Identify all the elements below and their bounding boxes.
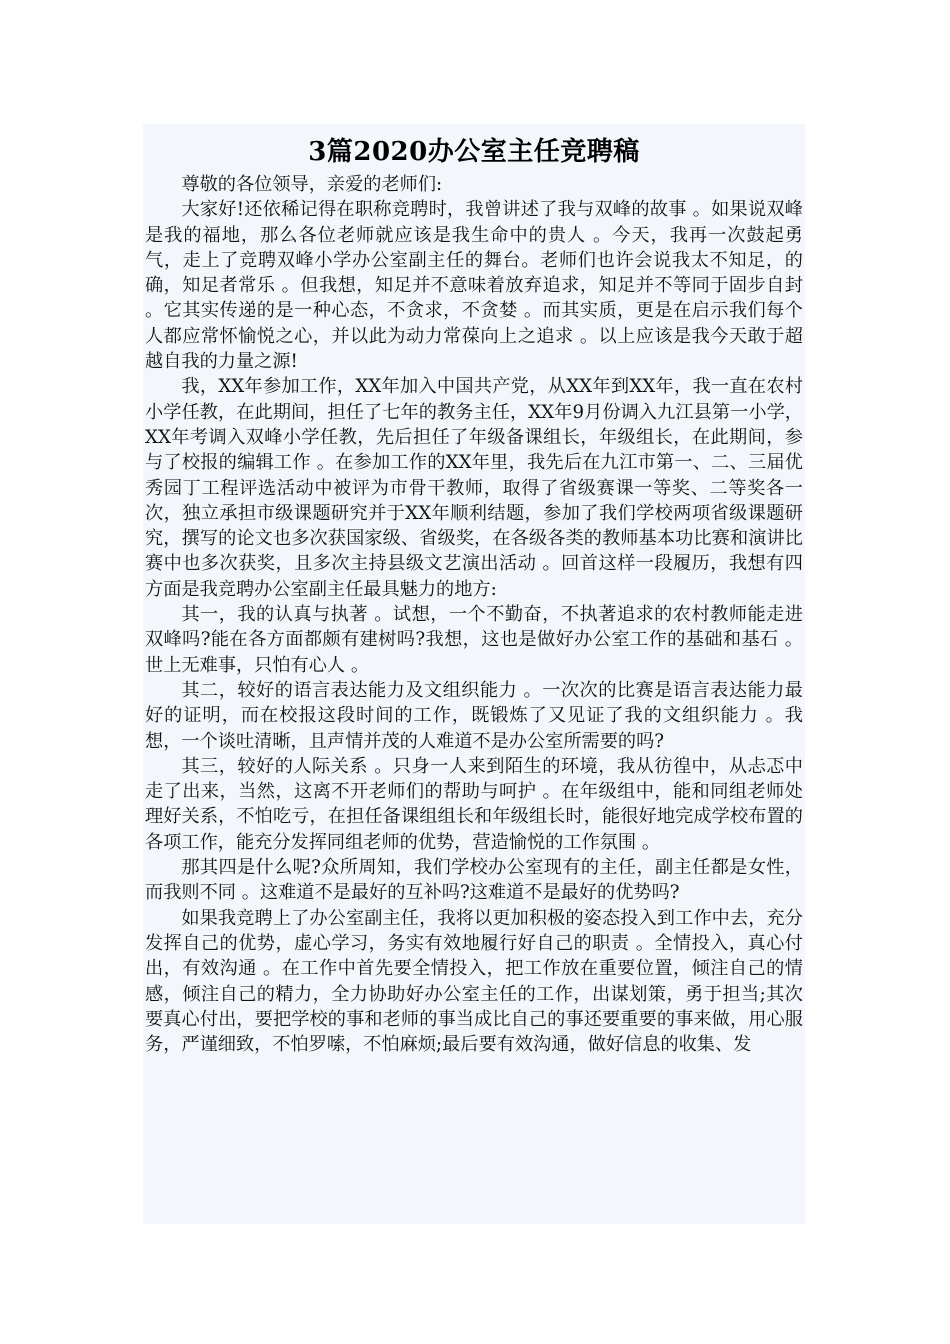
document-title: 3篇2020办公室主任竞聘稿 <box>308 137 640 167</box>
paragraph-point-four: 那其四是什么呢?众所周知，我们学校办公室现有的主任，副主任都是女性，而我则不同 。这难道不是最好的互补吗?这难道不是最好的优势吗? <box>145 857 803 904</box>
paragraph-salutation: 尊敬的各位领导，亲爱的老师们: <box>181 174 443 195</box>
document-body <box>143 124 805 1224</box>
paragraph-greeting: 大家好!还依稀记得在职称竞聘时，我曾讲述了我与双峰的故事 。如果说双峰是我的福地，那么各位老师就应该是我生命中的贵人 。今天，我再一次鼓起勇气，走上了竞聘双峰小学办公室副主任的舞台。老师们也许会说我太不知足，的确，知足者常乐 。但我想，知足并不意味着放弃追求，知足并不等同于固步自封 。它其实传递的是一种心态，不贪求，不贪婪 。而其实质，更是在启示我们每个人都应常怀愉悦之心，并以此为动力常葆向上之追求 。以上应该是我今天敢于超越自我的力量之源! <box>145 199 803 373</box>
paragraph-resume: 我，XX年参加工作，XX年加入中国共产党，从XX年到XX年，我一直在农村小学任教，在此期间，担任了七年的教务主任，XX年9月份调入九江县第一小学，XX年考调入双峰小学任教，先后担任了年级备课组长，年级组长，在此期间，参与了校报的编辑工作 。在参加工作的XX年里，我先后在九江市第一、二、三届优秀园丁工程评选活动中被评为市骨干教师，取得了省级赛课一等奖、二等奖各一次，独立承担市级课题研究并于XX年顺利结题，参加了我们学校两项省级课题研究，撰写的论文也多次获国家级、省级奖，在各级各类的教师基本功比赛和演讲比赛中也多次获奖，且多次主持县级文艺演出活动 。回首这样一段履历，我想有四方面是我竞聘办公室副主任最具魅力的地方: <box>145 376 803 600</box>
paragraph-plan: 如果我竞聘上了办公室副主任，我将以更加积极的姿态投入到工作中去，充分发挥自己的优势，虚心学习，务实有效地履行好自己的职责 。全情投入，真心付出，有效沟通 。在工作中首先要全情投入，把工作放在重要位置，倾注自己的情感，倾注自己的精力，全力协助好办公室主任的工作，出谋划策，勇于担当;其次要真心付出，要把学校的事和老师的事当成比自己的事还要重要的事来做，用心服务，严谨细致，不怕罗嗦，不怕麻烦;最后要有效沟通，做好信息的收集、发 <box>145 907 803 1056</box>
paragraph-point-three: 其三，较好的人际关系 。只身一人来到陌生的环境，我从彷徨中，从忐忑中走了出来，当然，这离不开老师们的帮助与呵护 。在年级组中，能和同组老师处理好关系，不怕吃亏，在担任备课组组长和年级组长时，能很好地完成学校布置的各项工作，能充分发挥同组老师的优势，营造愉悦的工作氛围 。 <box>145 755 803 853</box>
paragraph-point-two: 其二，较好的语言表达能力及文组织能力 。一次次的比赛是语言表达能力最好的证明，而在校报这段时间的工作，既锻炼了又见证了我的文组织能力 。我想，一个谈吐清晰，且声情并茂的人难道不是办公室所需要的吗? <box>145 679 803 752</box>
paragraph-point-one: 其一，我的认真与执著 。试想，一个不勤奋，不执著追求的农村教师能走进双峰吗?能在各方面都颇有建树吗?我想，这也是做好办公室工作的基础和基石 。世上无难事，只怕有心人 。 <box>145 604 803 676</box>
